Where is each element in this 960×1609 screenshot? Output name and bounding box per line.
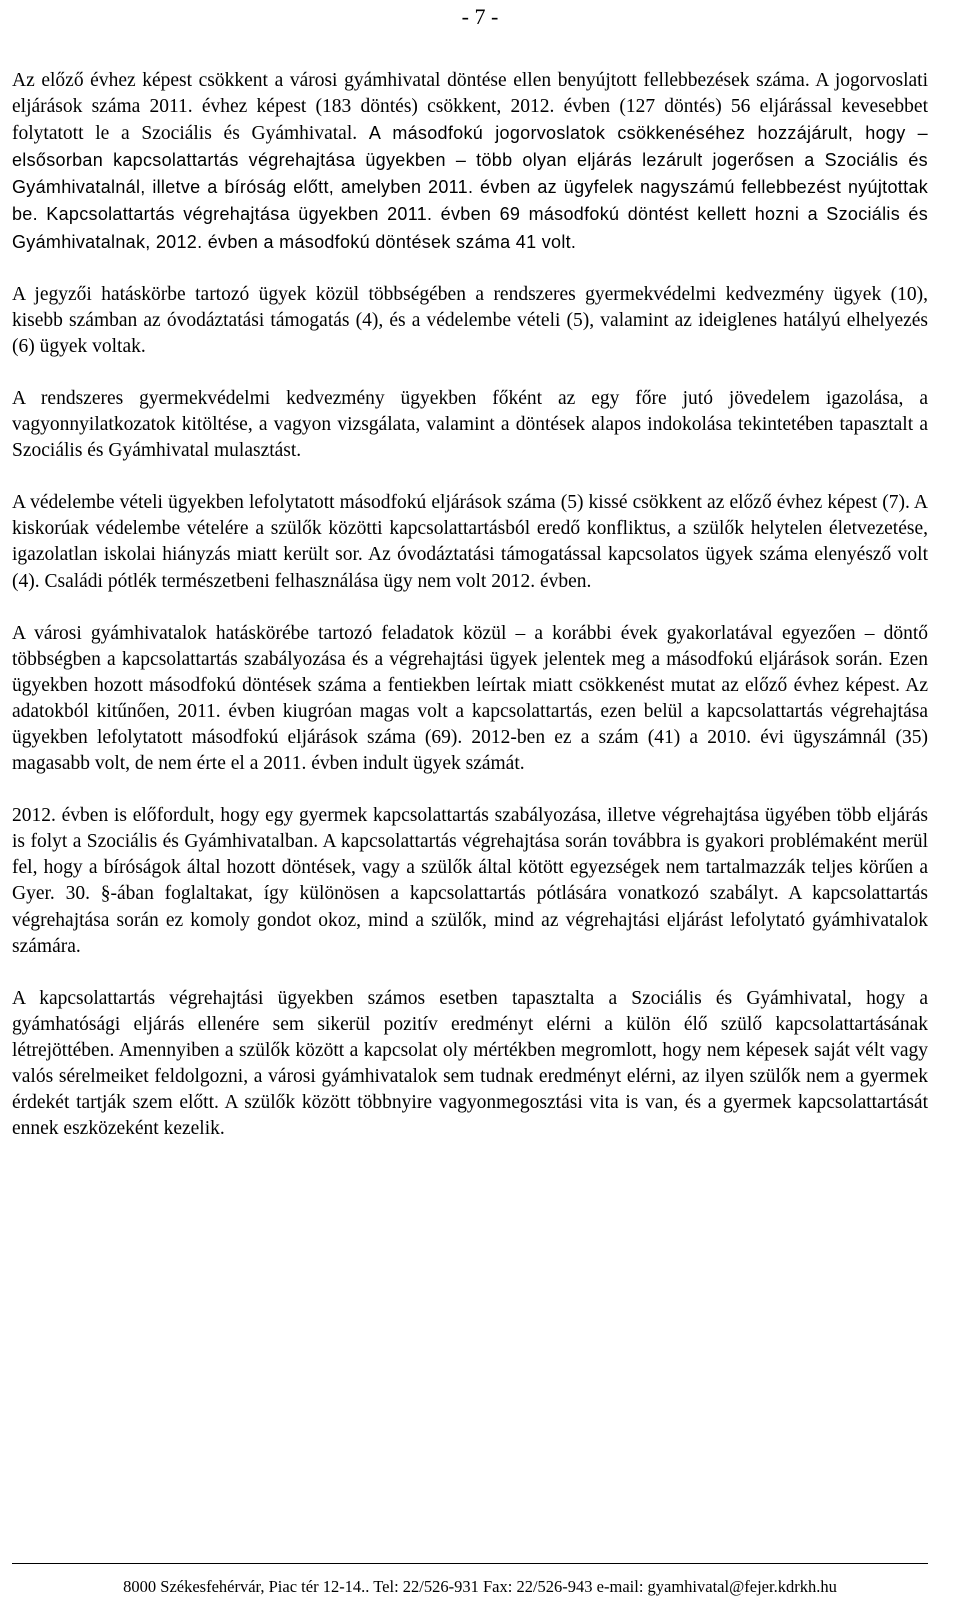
- document-body: [12, 68, 928, 1168]
- paragraph-notary-cases: A jegyzői hatáskörbe tartozó ügyek közül többségében a rendszeres gyermekvédelmi kedvezmény ügyek (10), kisebb számban az óvodáztatási támogatás (4), és a védelembe vételi (5), valamint az ideiglenes hatályú elhelyezés (6) ügyek voltak.: [12, 283, 928, 357]
- paragraph-protection-cases: A védelembe vételi ügyekben lefolytatott másodfokú eljárások száma (5) kissé csökkent az előző évhez képest (7). A kiskorúak védelembe vételére a szülők közötti kapcsolattartásból eredő konfliktus, a szülők helytelen életvezetése, igazolatlan iskolai hiányzás miatt került sor. Az óvodáztatási támogatással kapcsolatos ügyek száma elenyésző volt (4). Családi pótlék természetbeni felhasználása ügy nem volt 2012. évben.: [12, 492, 928, 592]
- page-number: - 7 -: [461, 4, 499, 29]
- footer-divider: [12, 1563, 928, 1564]
- paragraph-guardianship-authority-tasks: A városi gyámhivatalok hatáskörébe tartozó feladatok közül – a korábbi évek gyakorlatával egyezően – döntő többségben a kapcsolattartás szabályozása és a végrehajtási ügyek jelentek meg a másodfokú eljárások során. Ezen ügyekben hozott másodfokú döntések száma a fentiekben leírtak miatt csökkenést mutat az előző évhez képest. Az adatokból kitűnően, 2011. évben kiugróan magas volt a kapcsolattartás, ezen belül a kapcsolattartás végrehajtása ügyekben lefolytatott másodfokú eljárások száma (69). 2012-ben ez a szám (41) a 2010. évi ügyszámnál (35) magasabb volt, de nem érte el a 2011. évben indult ügyek számát.: [12, 622, 928, 775]
- paragraph-appeals-overview-serif-text: Az előző évhez képest csökkent a városi gyámhivatal döntése ellen benyújtott fellebbezések száma. A jogorvoslati eljárások száma 2011. évhez képest (183 döntés) csökkent, 2012. évben (127 döntés) 56 eljárással kevesebbet folytatott le a Szociális és Gyámhivatal.: [12, 70, 928, 145]
- paragraph-contact-enforcement-experience: A kapcsolattartás végrehajtási ügyekben számos esetben tapasztalta a Szociális és Gyámhivatal, hogy a gyámhatósági eljárás ellenére sem sikerül pozitív eredményt elérni a külön élő szülő kapcsolattartásának létrejöttében. Amennyiben a szülők között a kapcsolat oly mértékben megromlott, hogy nem képesek saját vélt vagy valós sérelmeiket feldolgozni, a városi gyámhivatalok sem tudnak eredményt elérni, az ilyen szülők nem a gyermek érdekét tartják szem előtt. A szülők között többnyire vagyonmegosztási vita is van, és a gyermek kapcsolattartását ennek eszközeként kezelik.: [12, 987, 928, 1140]
- footer-contact: 8000 Székesfehérvár, Piac tér 12-14.. Tel: 22/526-931 Fax: 22/526-943 e-mail: gyamhivatal@fejer.kdrkh.hu: [123, 1577, 837, 1596]
- paragraph-contact-enforcement-2012: 2012. évben is előfordult, hogy egy gyermek kapcsolattartás szabályozása, illetve végrehajtása ügyében több eljárás is folyt a Szociális és Gyámhivatalban. A kapcsolattartás végrehajtása során továbbra is gyakori problémaként merül fel, hogy a bíróságok által hozott döntések, vagy a szülők által kötött egyezségek nem tartalmazzák teljes körűen a Gyer. 30. §-ában foglaltakat, így különösen a kapcsolattartás pótlására vonatkozó szabályt. A kapcsolattartás végrehajtása során ez komoly gondot okoz, mind a szülők, mind az végrehajtási eljárást lefolytató gyámhivatalok számára.: [12, 805, 928, 957]
- paragraph-appeals-overview: [12, 68, 928, 256]
- paragraph-child-protection-allowance: A rendszeres gyermekvédelmi kedvezmény ügyekben főként az egy főre jutó jövedelem igazolása, a vagyonnyilatkozatok kitöltése, a vagyon vizsgálata, valamint a döntések alapos indokolása tekintetében tapasztalt a Szociális és Gyámhivatal mulasztást.: [12, 387, 928, 462]
- paragraph-appeals-overview-sans-text: A másodfokú jogorvoslatok csökkenéséhez hozzájárult, hogy – elsősorban kapcsolattartás végrehajtása ügyekben – több olyan eljárás lezárult jogerősen a Szociális és Gyámhivatalnál, illetve a bíróság előtt, amelyben 2011. évben az ügyfelek nagyszámú fellebbezést nyújtottak be. Kapcsolattartás végrehajtása ügyekben 2011. évben 69 másodfokú döntést kellett hozni a Szociális és Gyámhivatalnak, 2012. évben a másodfokú döntések száma 41 volt.: [12, 123, 928, 252]
